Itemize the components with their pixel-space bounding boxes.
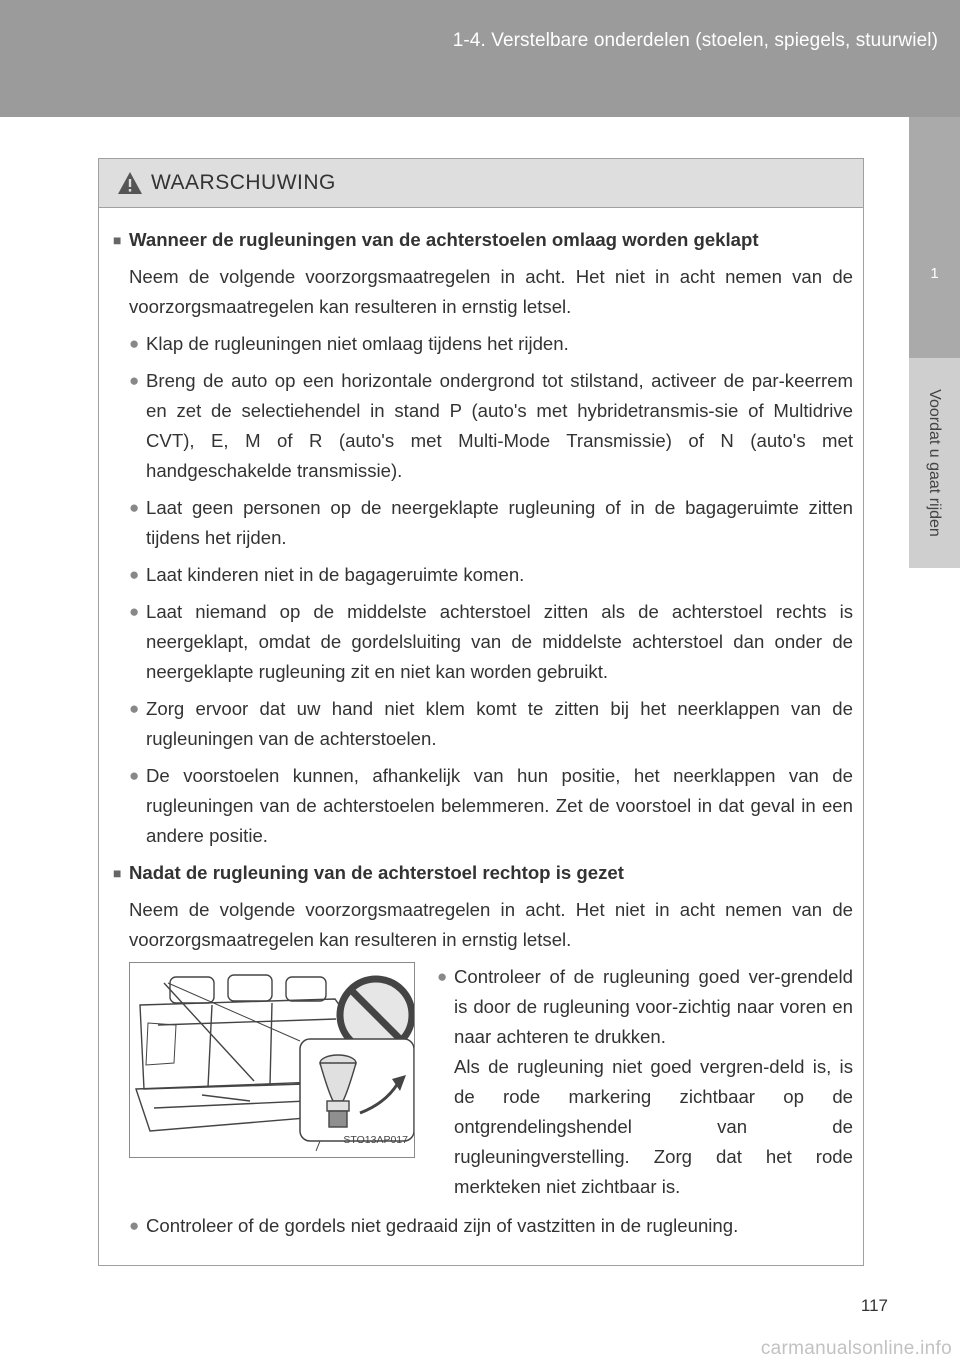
warning-triangle-icon [117, 171, 143, 195]
chapter-caption: Voordat u gaat rijden [926, 389, 943, 537]
list-item [113, 761, 853, 851]
list-item [113, 366, 853, 486]
list-item-text: Zorg ervoor dat uw hand niet klem komt te zitten bij het neerklappen van de rugleuningen van de achterstoelen. [146, 698, 853, 749]
list-item-text: Laat geen personen op de neergeklapte rugleuning of in de bagageruimte zitten tijdens het rijden. [146, 497, 853, 548]
warning-box [98, 158, 864, 1266]
square-marker: ■ [113, 232, 122, 248]
bullet-marker: ● [129, 699, 140, 718]
square-marker: ■ [113, 865, 122, 881]
bullet-marker: ● [129, 766, 140, 785]
list-item [113, 329, 853, 359]
section-heading [113, 225, 853, 255]
list-item-text: De voorstoelen kunnen, afhankelijk van hun positie, het neerklappen van de rugleuningen van de achterstoelen belemmeren. Zet de voorstoel in dat geval in een andere positie. [146, 765, 853, 846]
lock-warning-text: Als de rugleuning niet goed vergren-deld is, is de rode markering zichtbaar op de ontgrendelingshendel van de rugleuningverstelling. Zorg dat het rode merkteken niet zichtbaar is. [454, 1056, 853, 1197]
list-item-text: Laat niemand op de middelste achterstoel zitten als de achterstoel rechts is neergeklapt, omdat de gordelsluiting van de middelste achterstoel dan onder de neergeklapte rugleuning zit en niet kan worden gebruikt. [146, 601, 853, 682]
figure-code: STO13AP017 [343, 1134, 408, 1146]
warning-header [99, 159, 863, 208]
bullet-marker: ● [129, 498, 140, 517]
bullet-marker: ● [129, 371, 140, 390]
chapter-tab [909, 117, 960, 358]
section-intro: Neem de volgende voorzorgsmaatregelen in acht. Het niet in acht nemen van de voorzorgsmaatregelen kan resulteren in ernstig letsel. [129, 899, 853, 950]
lock-check-row [113, 962, 853, 1202]
bullet-marker: ● [129, 334, 140, 353]
bullet-marker: ● [129, 1216, 140, 1235]
section-intro: Neem de volgende voorzorgsmaatregelen in acht. Het niet in acht nemen van de voorzorgsmaatregelen kan resulteren in ernstig letsel. [129, 266, 853, 317]
header-band [0, 0, 960, 117]
section-heading-text: Nadat de rugleuning van de achterstoel rechtop is gezet [129, 862, 624, 883]
watermark: carmanualsonline.info [760, 1338, 952, 1359]
list-item-text [454, 962, 853, 1202]
rear-seat-illustration [129, 962, 415, 1158]
section-title: 1-4. Verstelbare onderdelen (stoelen, spiegels, stuurwiel) [452, 30, 938, 51]
list-item [113, 560, 853, 590]
list-item [437, 962, 853, 1202]
section-heading-text: Wanneer de rugleuningen van de achterstoelen omlaag worden geklapt [129, 229, 759, 250]
list-item-text: Breng de auto op een horizontale ondergrond tot stilstand, activeer de par-keerrem en zet de selectiehendel in stand P (auto's met hybridetransmis-sie of Multidrive CVT), E, M of R (auto's met Multi-Mode Transmissie) of N (auto's met handgeschakelde transmissie). [146, 370, 853, 481]
list-item-text: Klap de rugleuningen niet omlaag tijdens het rijden. [146, 333, 569, 354]
list-item-text: Controleer of de gordels niet gedraaid zijn of vastzitten in de rugleuning. [146, 1215, 739, 1236]
list-item [113, 694, 853, 754]
list-item [113, 493, 853, 553]
bullet-marker: ● [129, 602, 140, 621]
lock-check-text: Controleer of de rugleuning goed ver-grendeld is door de rugleuning voor-zichtig naar voren en naar achteren te drukken. [454, 966, 853, 1047]
list-item-text: Laat kinderen niet in de bagageruimte komen. [146, 564, 525, 585]
warning-body [99, 208, 863, 1241]
list-item [113, 597, 853, 687]
section-heading [113, 858, 853, 888]
chapter-number: 1 [930, 265, 939, 282]
warning-title: WAARSCHUWING [151, 171, 336, 194]
bullet-marker: ● [129, 565, 140, 584]
list-item [113, 1211, 853, 1241]
page-number: 117 [860, 1296, 888, 1315]
bullet-marker: ● [437, 967, 448, 986]
